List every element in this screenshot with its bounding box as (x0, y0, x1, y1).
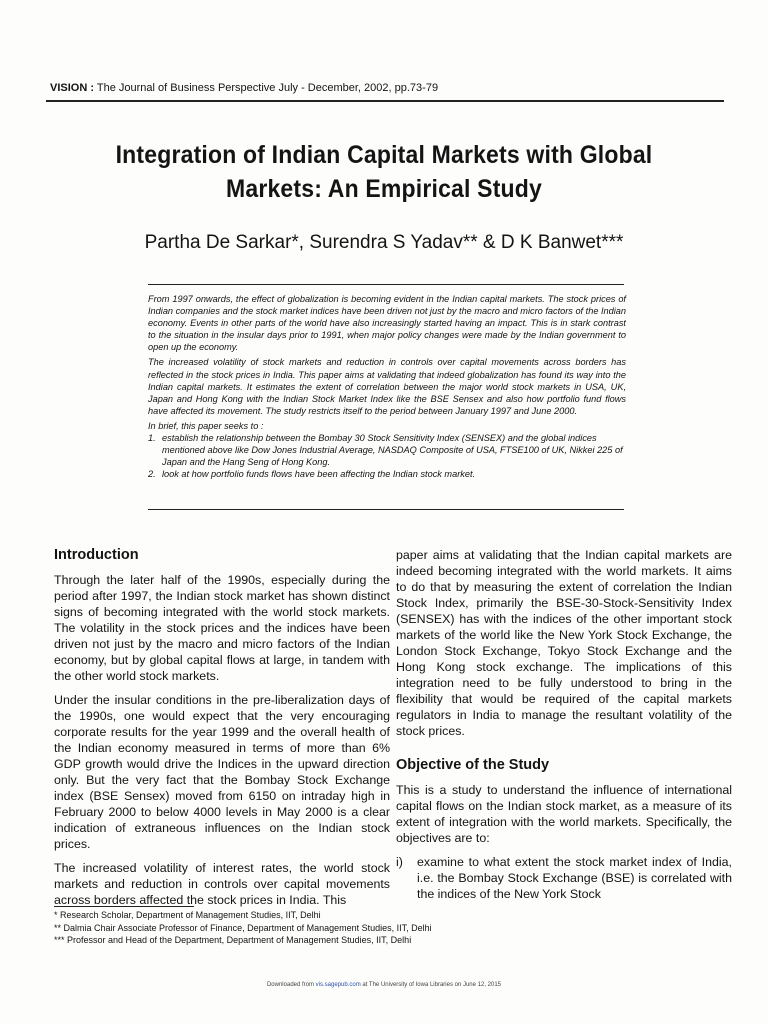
footnotes (54, 909, 432, 947)
header-rule (46, 100, 724, 102)
abstract-item-text: look at how portfolio funds flows have been affecting the Indian stock market. (162, 469, 476, 480)
intro-paragraph-2: Under the insular conditions in the pre-liberalization days of the 1990s, one would expect that the very encouraging corporate results for the year 1999 and the overall health of the Indian economy measured in terms of more than 6% GDP growth would drive the Indices in the upward direction only. But the very fact that the Bombay Stock Exchange index (BSE Sensex) moved from 6150 on intraday high in February 2000 to below 4000 levels in May 2000 is a clear indication of extraneous influences on the Indian stock prices. (54, 693, 390, 851)
intro-paragraph-continued: paper aims at validating that the Indian capital markets are indeed becoming integrated with the world markets. It aims to do that by measuring the extent of correlation the Indian Stock Index, primarily the BSE-30-Stock-Sensitivity Index (SENSEX) has with the indices of the other important stock markets of the world like the New York Stock Exchange, the London Stock Exchange, Tokyo Stock Exchange and the Hong Kong stock exchange. The implications of this integration need to be fully understood to bring in the flexibility that would be required of the capital markets regulators in India to manage the resultant volatility of the stock prices. (396, 548, 732, 738)
journal-name: VISION : (50, 82, 95, 94)
download-prefix: Downloaded from (266, 982, 316, 988)
download-link[interactable]: vis.sagepub.com (315, 982, 361, 988)
abstract (148, 293, 626, 480)
journal-details: The Journal of Business Perspective July - December, 2002, pp.73-79 (94, 82, 439, 94)
download-suffix: at The University of Iowa Libraries on June 12, 2015 (360, 982, 502, 988)
abstract-item-number: 2. (148, 469, 156, 480)
objective-item-text: examine to what extent the stock market index of India, i.e. the Bombay Stock Exchange (BSE) is correlated with the indices of the New York Stock (417, 855, 732, 901)
right-column (396, 547, 732, 902)
intro-paragraph-1: Through the later half of the 1990s, especially during the period after 1997, the Indian stock market has shown distinct signs of becoming integrated with the world stock markets. The volatility in the stock prices and the indices have been driven not just by the macro and micro factors of the Indian economy, but by global capital flows at large, in tandem with the other world stock markets. (54, 573, 390, 683)
abstract-paragraph-1: From 1997 onwards, the effect of globalization is becoming evident in the Indian capital markets. The stock prices of Indian companies and the stock market indices have been driven not just by the macro and micro factors of the Indian economy. Events in other parts of the world have also increasingly started having an impact. This is in stark contrast to the situation in the insular days prior to 1991, when major policy changes were made by the Indian government to open up the economy. (148, 294, 627, 353)
abstract-list-item (148, 432, 626, 468)
title-line-2: Markets: An Empirical Study (226, 175, 542, 203)
paper-title (68, 138, 701, 206)
footnote: ** Dalmia Chair Associate Professor of Finance, Department of Management Studies, IIT, Delhi (54, 922, 432, 933)
authors: Partha De Sarkar*, Surendra S Yadav** & D K Banwet*** (144, 232, 624, 253)
objective-heading: Objective of the Study (396, 757, 550, 773)
abstract-paragraph-2: The increased volatility of stock markets and reduction in controls over capital movements across borders has reflected in the stock prices in India. This paper aims at validating that indeed globalization has found its way into the Indian capital markets. It estimates the extent of correlation between the major world stock markets in USA, UK, Japan and Hong Kong with the Indian Stock Market Index like the BSE Sensex and also how portfolio fund flows have affected its movement. The study restricts itself to the period between January 1997 and June 2000. (148, 357, 626, 416)
title-line-1: Integration of Indian Capital Markets with Global (115, 141, 653, 169)
journal-header (50, 82, 722, 94)
abstract-item-number: 1. (148, 433, 156, 444)
footnote-rule (54, 906, 194, 907)
objective-item (396, 854, 732, 902)
footnote: *** Professor and Head of the Department, Department of Management Studies, IIT, Delhi (54, 935, 412, 945)
abstract-rule-top (148, 284, 624, 285)
objective-item-number: i) (396, 855, 403, 869)
left-column (54, 547, 390, 916)
abstract-rule-bottom (148, 509, 624, 510)
abstract-paragraph-3: In brief, this paper seeks to : (148, 420, 264, 431)
objective-paragraph: This is a study to understand the influence of international capital flows on the Indian stock market, as a measure of its extent of integration with the world markets. Specifically, the objectives are to: (396, 783, 732, 845)
introduction-heading: Introduction (54, 547, 139, 563)
abstract-item-text: establish the relationship between the Bombay 30 Stock Sensitivity Index (SENSEX) and the global indices mentioned above like Dow Jones Industrial Average, NASDAQ Composite of USA, FTSE100 of UK, Nikkei 225 of Japan and the Hang Seng of Hong Kong. (162, 433, 623, 468)
abstract-list-item (148, 468, 626, 480)
download-notice (0, 982, 768, 988)
footnote: * Research Scholar, Department of Management Studies, IIT, Delhi (54, 910, 321, 920)
intro-paragraph-3: The increased volatility of interest rates, the world stock markets and reduction in controls over capital movements across borders affected the stock prices in India. This (54, 861, 390, 907)
